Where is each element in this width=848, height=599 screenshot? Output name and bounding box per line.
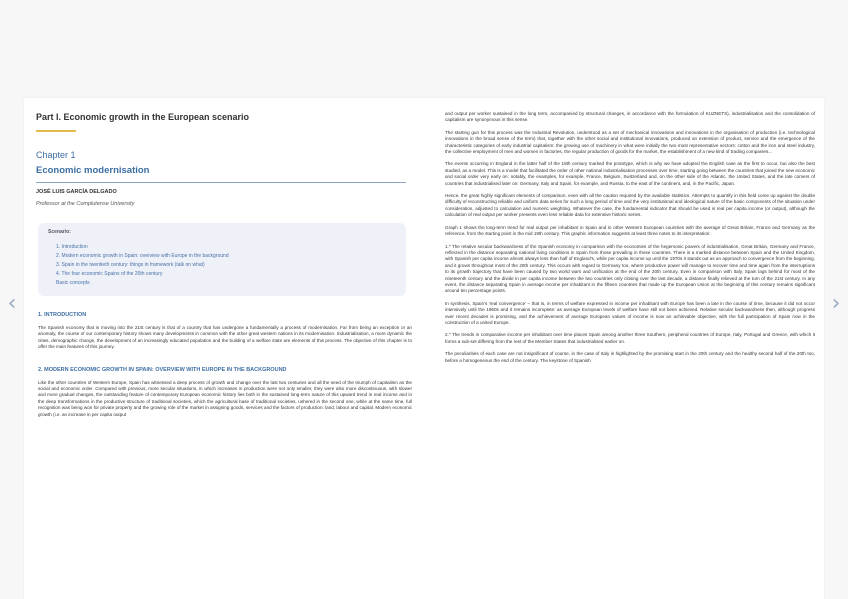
paragraph: Hence, the great highly significant elements of comparison, even with all the caution required by the available statistics. Attempts to quantify in this field come up against the double difficulty of reconstructing reliable and uniform data series for such a long period of time and the very institutional and ideological nature of the basic components of the situation under consideration, adjusted to calculation and numeric weighting. Whatever the case, the fundamental indicator that should be used is real per capita income (or output), although the calculation of real output per worker presents even less reliable data for extensive historic series.: [445, 193, 815, 218]
summary-link-basic-concepts[interactable]: Basic concepts: [56, 280, 90, 286]
paragraph: 1.º The relative secular backwardness of the Spanish economy in comparison with the economies of the hegemonic powers of industrialisation, Great Britain, Germany and France, reflected in the distance separating national living conditions in Spain from those prevailing in these countries. There is a marked distance between Spain and the United Kingdom, with Spanish per capita income almost always less than half of England's, while per capita income up until the 1970s it stands out as an approach to convergence from the beginning, and it grows throughout most of the 20th century. This occurs with regard to Germany too, where productive power will manage to recover time and time again from the interruptions to its growth trajectory that have been caused by two world wars and unification at the end of the 20th century. Even in comparison with Italy, Spain lags behind for most of the nineteenth century and the divide in per capita income between the two countries only closing over the last decade, a distance finally relieved at the turn of the 21st century. In any event, the distance separating Spain in average income per inhabitant in the fifteen countries that made up the European Union at the beginning of this century remains significant around ten percentage points.: [445, 243, 815, 294]
viewer-top-area: [0, 0, 848, 98]
author-affiliation: Professor at the Complutense University: [36, 201, 135, 207]
chapter-title: Economic modernisation: [36, 165, 150, 176]
summary-heading: Scenario:: [48, 229, 71, 235]
right-page: [445, 105, 815, 364]
paragraph: The starting gun for this process was the Industrial Revolution, understood as a set of mechanical innovations and innovations in the organisation of production (i.e. technological innovations in the broad sense of the term) that, together with the other social and institutional innovations, produced an extension of product, service and the emergence of the characteristic categories of early industrial capitalism: the growing use of machinery in what were initially the two most representative sectors: cotton and the iron and steel industry, the collective employment of men and women in factories, the regular production of goods for the market, the establishment of a new kind of trading companies...: [445, 129, 815, 155]
paragraph: The peculiarities of each case are not insignificant of course, in the case of Italy is highlighted by the promising start in the 20th century and the healthy second half of the 20th too, before a homogeneous the end of the century. The keystone of Spanish: [445, 351, 815, 363]
summary-link-four-spains[interactable]: 4. The four economic Spains of the 20th century: [56, 271, 163, 277]
paragraph: Graph 1 shows the long-term trend for real output per inhabitant in Spain and in other Western European countries with the average of Great Britain, France and Germany as the reference, from the starting point in the mid 19th century. This graphic information suggests at least three notes to its interpretation:: [445, 224, 815, 237]
paragraph: The events occurring in England in the latter half of the 18th century marked the prototype, which is why we have adopted the English case as the first to occur, but also the best studied, as a model. This is a model that facilitated the order of other national industrialisation processes over time, starting going between the countries that joined the new economic and social order very early on: notably, the examples, for example, France, Belgium, Switzerland and, on the other side of the Atlantic, the United States, and the late comers of countries that industrialised later on: Germany, Italy and Spain, for example, and Russia, to the east of the continent, and, in the Pacific, Japan.: [445, 161, 815, 186]
paragraph: In synthesis, Spain's 'real convergence' – that is, in terms of welfare expressed in income per inhabitant with Europe has been a late in the course of time, because it did not occur intensively until the 1960s and it remains incomplete: as average European levels of welfare have still not been achieved. Relative secular backwardness then, although progress over recent decades is promising, and the achievement of average European values of income is now an achievable objective, with the full participation of Spain now in the construction of a united Europe.: [445, 300, 815, 325]
paragraph: and output per worker sustained in the long term, accompanied by structural changes, in accordance with the formulation of KUZNETS), industrialisation and the consolidation of capitalism are synonymous in this sense.: [445, 111, 815, 123]
summary-link-introduction[interactable]: 1. Introduction: [56, 244, 88, 250]
part-title: Part I. Economic growth in the European scenario: [36, 112, 250, 122]
chapter-divider: [36, 182, 406, 183]
title-underline: [36, 130, 76, 132]
section-heading-modern-growth: 2. MODERN ECONOMIC GROWTH IN SPAIN: OVERVIEW WITH EUROPE IN THE BACKGROUND: [38, 366, 287, 373]
section-body-modern-growth: Like the other countries of Western Europe, Spain has witnessed a deep process of growth and change over the last two centuries and all the seed of the triumph of capitalism as the social and economic order. Compared with previous, more secular situations, in which increases in production were not only smaller, they were also more discontinuous, with slower and more gradual changes, the outstanding feature of contemporary European economic history lies both in the sustained long-term nature of this upward trend in real income and in the deep transformations in the productive structure of traditional societies, which the agricultural base of traditional societies, ushered in the second one, while at the same time, full recognition was being won for private property and the growing role of the market in assigning goods, services and the factors of production: land, labour and capital. Modern economic growth (i.e. an increase in per capita output: [38, 379, 412, 417]
chapter-label: Chapter 1: [36, 150, 76, 160]
previous-page-chevron-icon[interactable]: ‹: [7, 290, 17, 316]
paragraph: 2.º The trends in comparative income per inhabitant over time places Spain among another three Southern, peripheral countries of Europe, Italy, Portugal and Greece, with which it forms a sub-set differing from the rest of the Member States that industrialised earlier on.: [445, 332, 815, 344]
next-page-chevron-icon[interactable]: ›: [831, 290, 841, 316]
book-spread: [24, 98, 824, 599]
author-name: JOSÉ LUIS GARCÍA DELGADO: [36, 189, 117, 195]
section-heading-introduction: 1. INTRODUCTION: [38, 312, 87, 318]
summary-link-twentieth-century[interactable]: 3. Spain in the twentieth century: things in framework (talk on what): [56, 262, 205, 268]
summary-link-modern-growth[interactable]: 2. Modern economic growth in Spain: overview with Europe in the background: [56, 253, 229, 259]
left-page: [34, 106, 412, 418]
section-body-introduction: The Spanish economy that is moving into the 21st century is that of a country that has undergone a fundamentally a process of modernisation. Far from being an exception or an anomaly, the course of our contemporary history shows many developments in common with the other great western nations in its modernisation. Industrialisation, a more dynamic the cities, demographic change, the development of an increasingly educated population and the building of a welfare state are elements of this process. The objective of this chapter is to offer the main features of this journey.: [38, 325, 412, 350]
chapter-summary-box: [38, 223, 406, 296]
